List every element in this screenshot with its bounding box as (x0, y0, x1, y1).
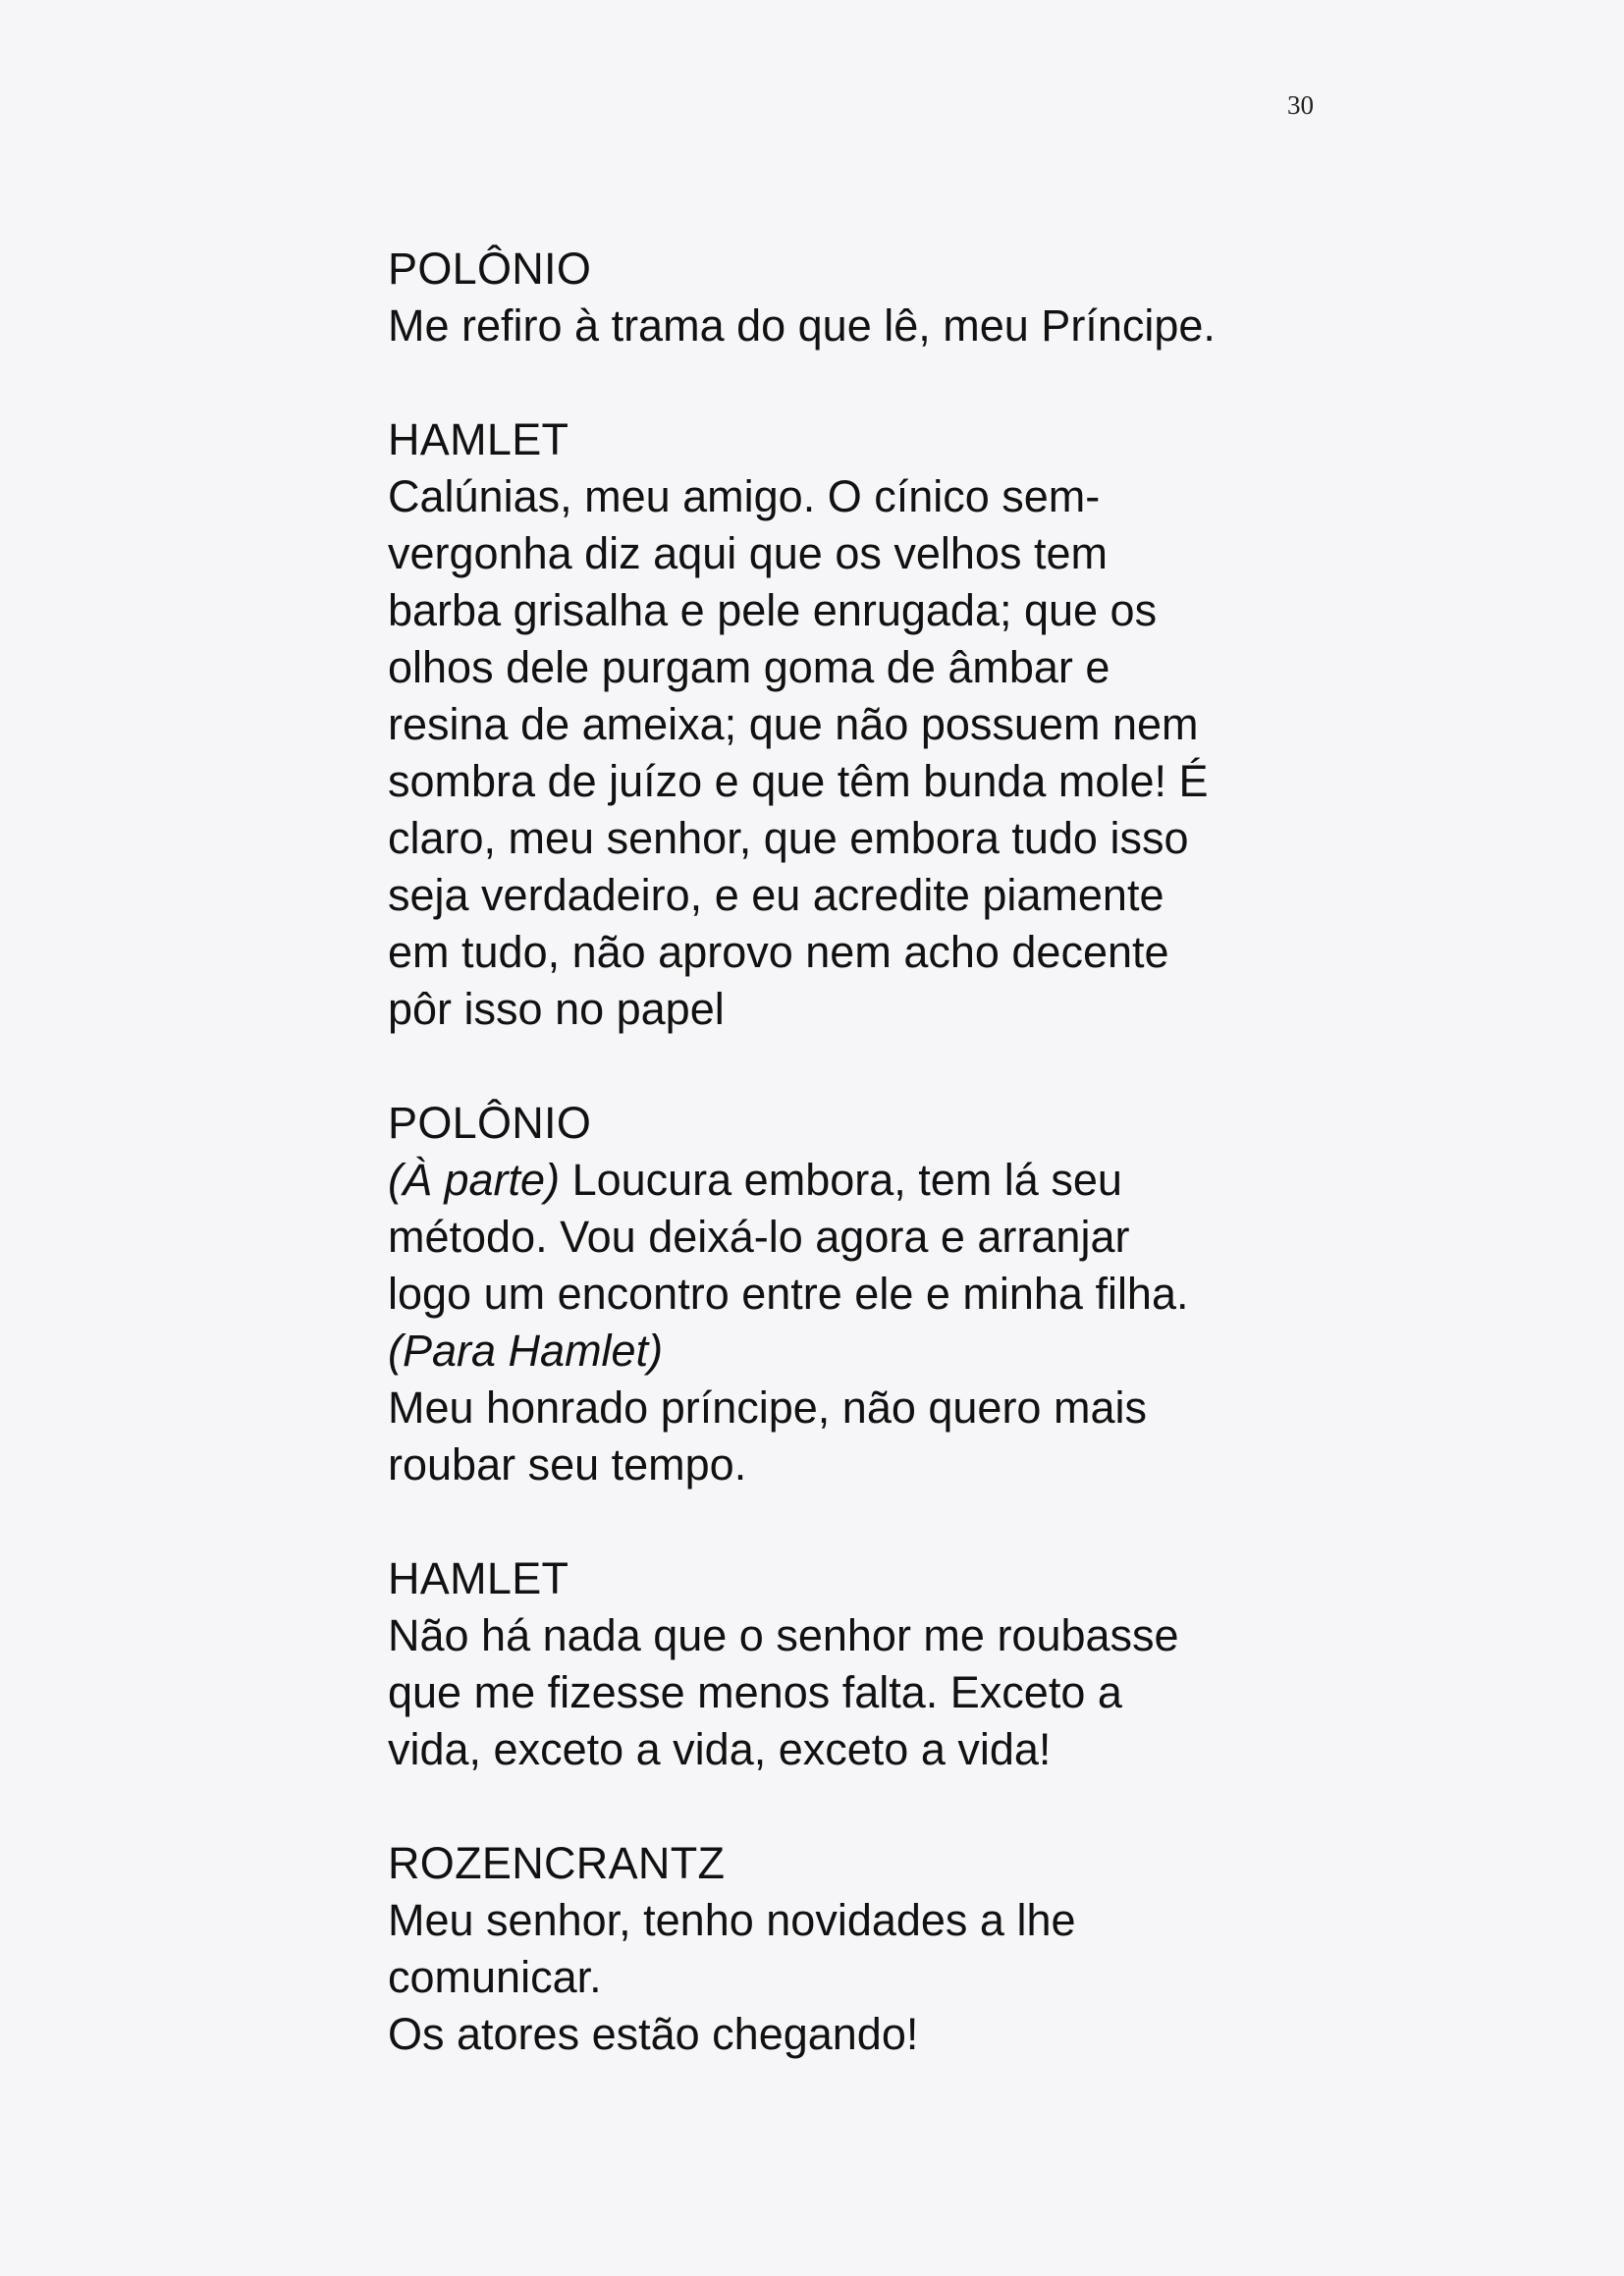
dialogue-line: olhos dele purgam goma de âmbar e (388, 642, 1110, 692)
dialogue-text: Loucura embora, tem lá seu (560, 1155, 1122, 1205)
dialogue-line: pôr isso no papel (388, 984, 725, 1034)
dialogue-line: comunicar. (388, 1952, 602, 2002)
dialogue-line: vergonha diz aqui que os velhos tem (388, 528, 1108, 578)
dialogue-line: seja verdadeiro, e eu acredite piamente (388, 870, 1164, 920)
stage-direction: (Para Hamlet) (388, 1326, 664, 1376)
speaker-name: HAMLET (388, 1553, 569, 1603)
dialogue-line: resina de ameixa; que não possuem nem (388, 699, 1199, 749)
script-text (388, 241, 1370, 2120)
dialogue-line: Meu senhor, tenho novidades a lhe (388, 1895, 1076, 1945)
dialogue-line (388, 1152, 1370, 1209)
dialogue-block (388, 411, 1370, 1038)
speaker-name: POLÔNIO (388, 244, 592, 294)
dialogue-block (388, 1550, 1370, 1778)
dialogue-line: Os atores estão chegando! (388, 2009, 919, 2059)
speaker-name: ROZENCRANTZ (388, 1838, 726, 1888)
dialogue-line: método. Vou deixá-lo agora e arranjar (388, 1212, 1130, 1262)
dialogue-line: Me refiro à trama do que lê, meu Príncipe. (388, 300, 1216, 351)
dialogue-line: que me fizesse menos falta. Exceto a (388, 1667, 1122, 1717)
dialogue-line: sombra de juízo e que têm bunda mole! É (388, 756, 1209, 806)
dialogue-line: logo um encontro entre ele e minha filha. (388, 1269, 1189, 1319)
speaker-name: POLÔNIO (388, 1098, 592, 1148)
dialogue-block (388, 1835, 1370, 2063)
dialogue-line: Não há nada que o senhor me roubasse (388, 1610, 1179, 1660)
dialogue-line: roubar seu tempo. (388, 1439, 747, 1490)
dialogue-block (388, 241, 1370, 354)
dialogue-line: Calúnias, meu amigo. O cínico sem- (388, 471, 1101, 521)
dialogue-line: vida, exceto a vida, exceto a vida! (388, 1724, 1052, 1774)
page-number: 30 (1287, 90, 1314, 120)
speaker-name: HAMLET (388, 414, 569, 464)
dialogue-line: Meu honrado príncipe, não quero mais (388, 1382, 1147, 1433)
dialogue-line: barba grisalha e pele enrugada; que os (388, 585, 1158, 635)
dialogue-line: claro, meu senhor, que embora tudo isso (388, 813, 1189, 863)
dialogue-block (388, 1095, 1370, 1493)
stage-direction: (À parte) (388, 1155, 561, 1205)
dialogue-line: em tudo, não aprovo nem acho decente (388, 927, 1169, 977)
